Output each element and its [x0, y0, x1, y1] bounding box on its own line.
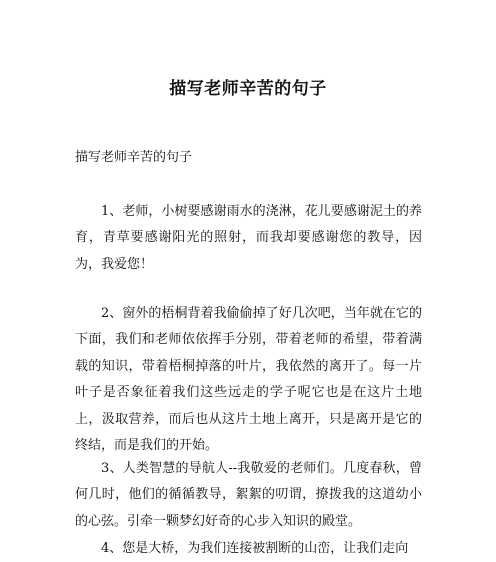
document-subtitle: 描写老师辛苦的句子 [75, 150, 193, 165]
document-title: 描写老师辛苦的句子 [169, 79, 327, 99]
paragraph-4: 4、您是大桥，为我们连接被割断的山峦，让我们走向 [101, 541, 409, 556]
paragraph-3: 3、人类智慧的导航人--我敬爱的老师们。几度春秋，曾何几时，他们的循循教导，絮絮的叨谓，撩拨我的这道幼小的心弦。引牵一颗梦幻好奇的心步入知识的殿堂。 [75, 461, 422, 529]
paragraph-1: 1、老师，小树要感谢雨水的浇淋，花儿要感谢泥土的养育，青草要感谢阳光的照射，而我却要感谢您的教导，因为，我爱您！ [75, 204, 422, 272]
paragraph-2: 2、窗外的梧桐背着我偷偷掉了好几次吧，当年就在它的下面，我们和老师依依挥手分别，带着老师的希望，带着满载的知识，带着梧桐掉落的叶片，我依然的离开了。每一片叶子是否象征着我们这些远走的学子呢它也是在这片土地上，汲取营养，而后也从这片土地上离开，只是离开是它的终结，而是我们的开始。 [75, 306, 422, 454]
